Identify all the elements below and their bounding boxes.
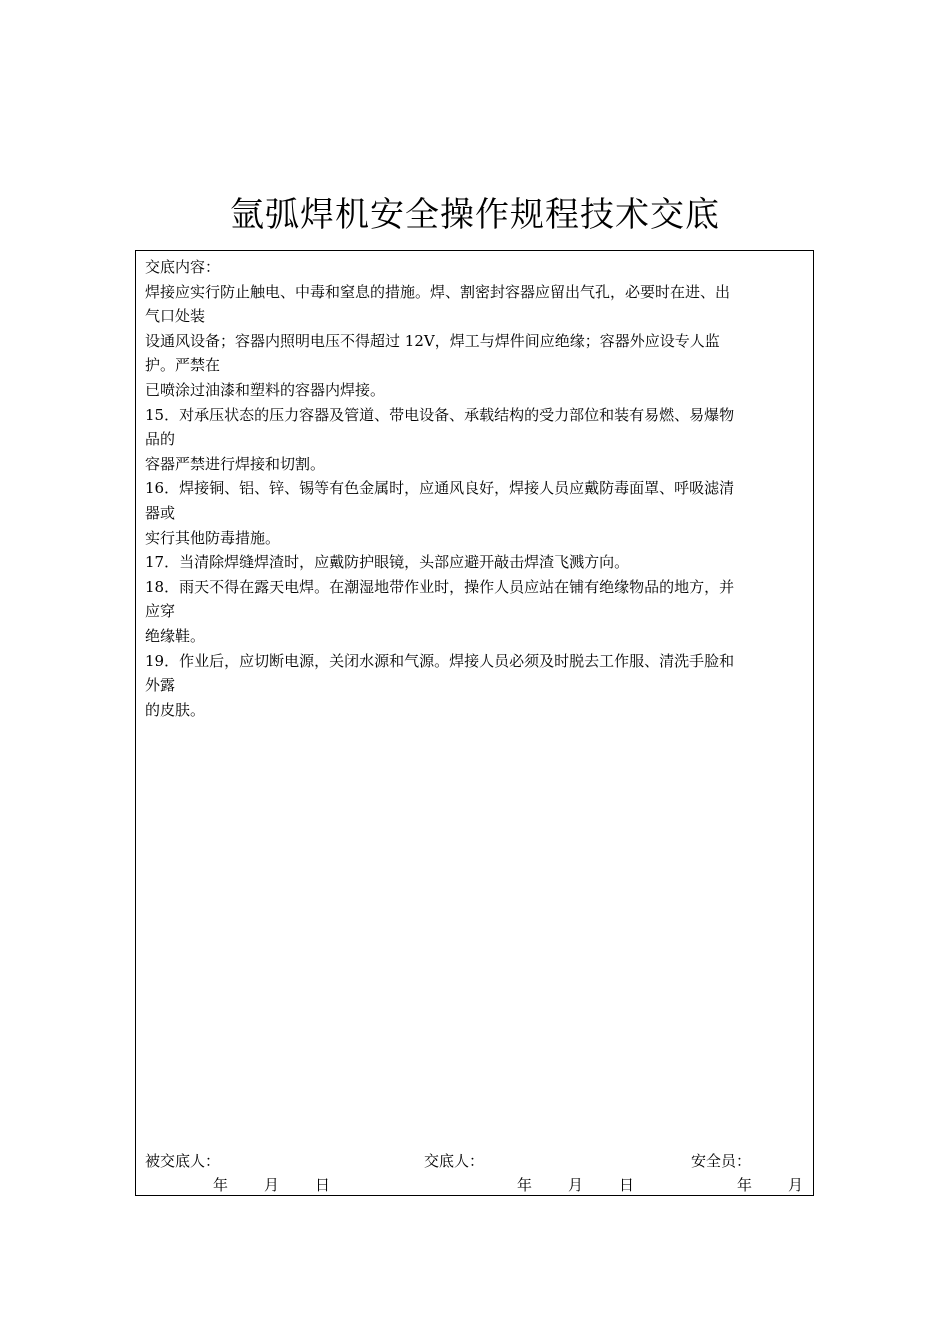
disclosure-content [145, 255, 805, 722]
content-line: 气口处装 [145, 307, 206, 326]
content-line: 15．对承压状态的压力容器及管道、带电设备、承载结构的受力部位和装有易燃、易爆物 [145, 405, 735, 424]
content-line: 绝缘鞋。 [145, 626, 206, 645]
content-line: 设通风设备；容器内照明电压不得超过 12V，焊工与焊件间应绝缘；容器外应设专人监 [145, 331, 720, 350]
content-line: 应穿 [145, 602, 176, 621]
safety-date-year: 年 [737, 1176, 753, 1194]
content-line: 器或 [145, 503, 176, 522]
discloser-date-year: 年 [517, 1176, 533, 1194]
discloser-label: 交底人： [424, 1152, 485, 1170]
safety-officer-label: 安全员： [691, 1152, 752, 1170]
safety-date-month: 月 [788, 1176, 804, 1194]
content-line: 17．当清除焊缝焊渣时，应戴防护眼镜，头部应避开敲击焊渣飞溅方向。 [145, 553, 630, 572]
content-line: 品的 [145, 430, 176, 449]
content-line: 的皮肤。 [145, 700, 206, 719]
discloser-date-month: 月 [568, 1176, 584, 1194]
content-line: 护。严禁在 [145, 356, 221, 375]
discloser-date-day: 日 [619, 1176, 635, 1194]
content-line: 已喷涂过油漆和塑料的容器内焊接。 [145, 380, 386, 399]
document-title: 氩弧焊机安全操作规程技术交底 [230, 195, 720, 235]
recipient-label: 被交底人： [145, 1152, 221, 1170]
recipient-date-month: 月 [264, 1176, 280, 1194]
content-line: 16．焊接铜、铝、锌、锡等有色金属时，应通风良好，焊接人员应戴防毒面罩、呼吸滤清 [145, 479, 735, 498]
recipient-date-day: 日 [315, 1176, 331, 1194]
content-line: 18．雨天不得在露天电焊。在潮湿地带作业时，操作人员应站在铺有绝缘物品的地方，并 [145, 577, 735, 596]
content-line: 外露 [145, 676, 176, 695]
disclosure-table [135, 250, 814, 1196]
content-line: 19．作业后，应切断电源，关闭水源和气源。焊接人员必须及时脱去工作服、清洗手脸和 [145, 651, 735, 670]
recipient-date-year: 年 [213, 1176, 229, 1194]
content-line: 实行其他防毒措施。 [145, 528, 281, 547]
content-line: 焊接应实行防止触电、中毒和窒息的措施。焊、割密封容器应留出气孔，必要时在进、出 [145, 282, 731, 301]
content-lines [145, 280, 805, 723]
signature-row [145, 1149, 805, 1173]
content-line: 容器严禁进行焊接和切割。 [145, 454, 326, 473]
content-label: 交底内容： [145, 258, 221, 276]
date-row [136, 1173, 813, 1197]
